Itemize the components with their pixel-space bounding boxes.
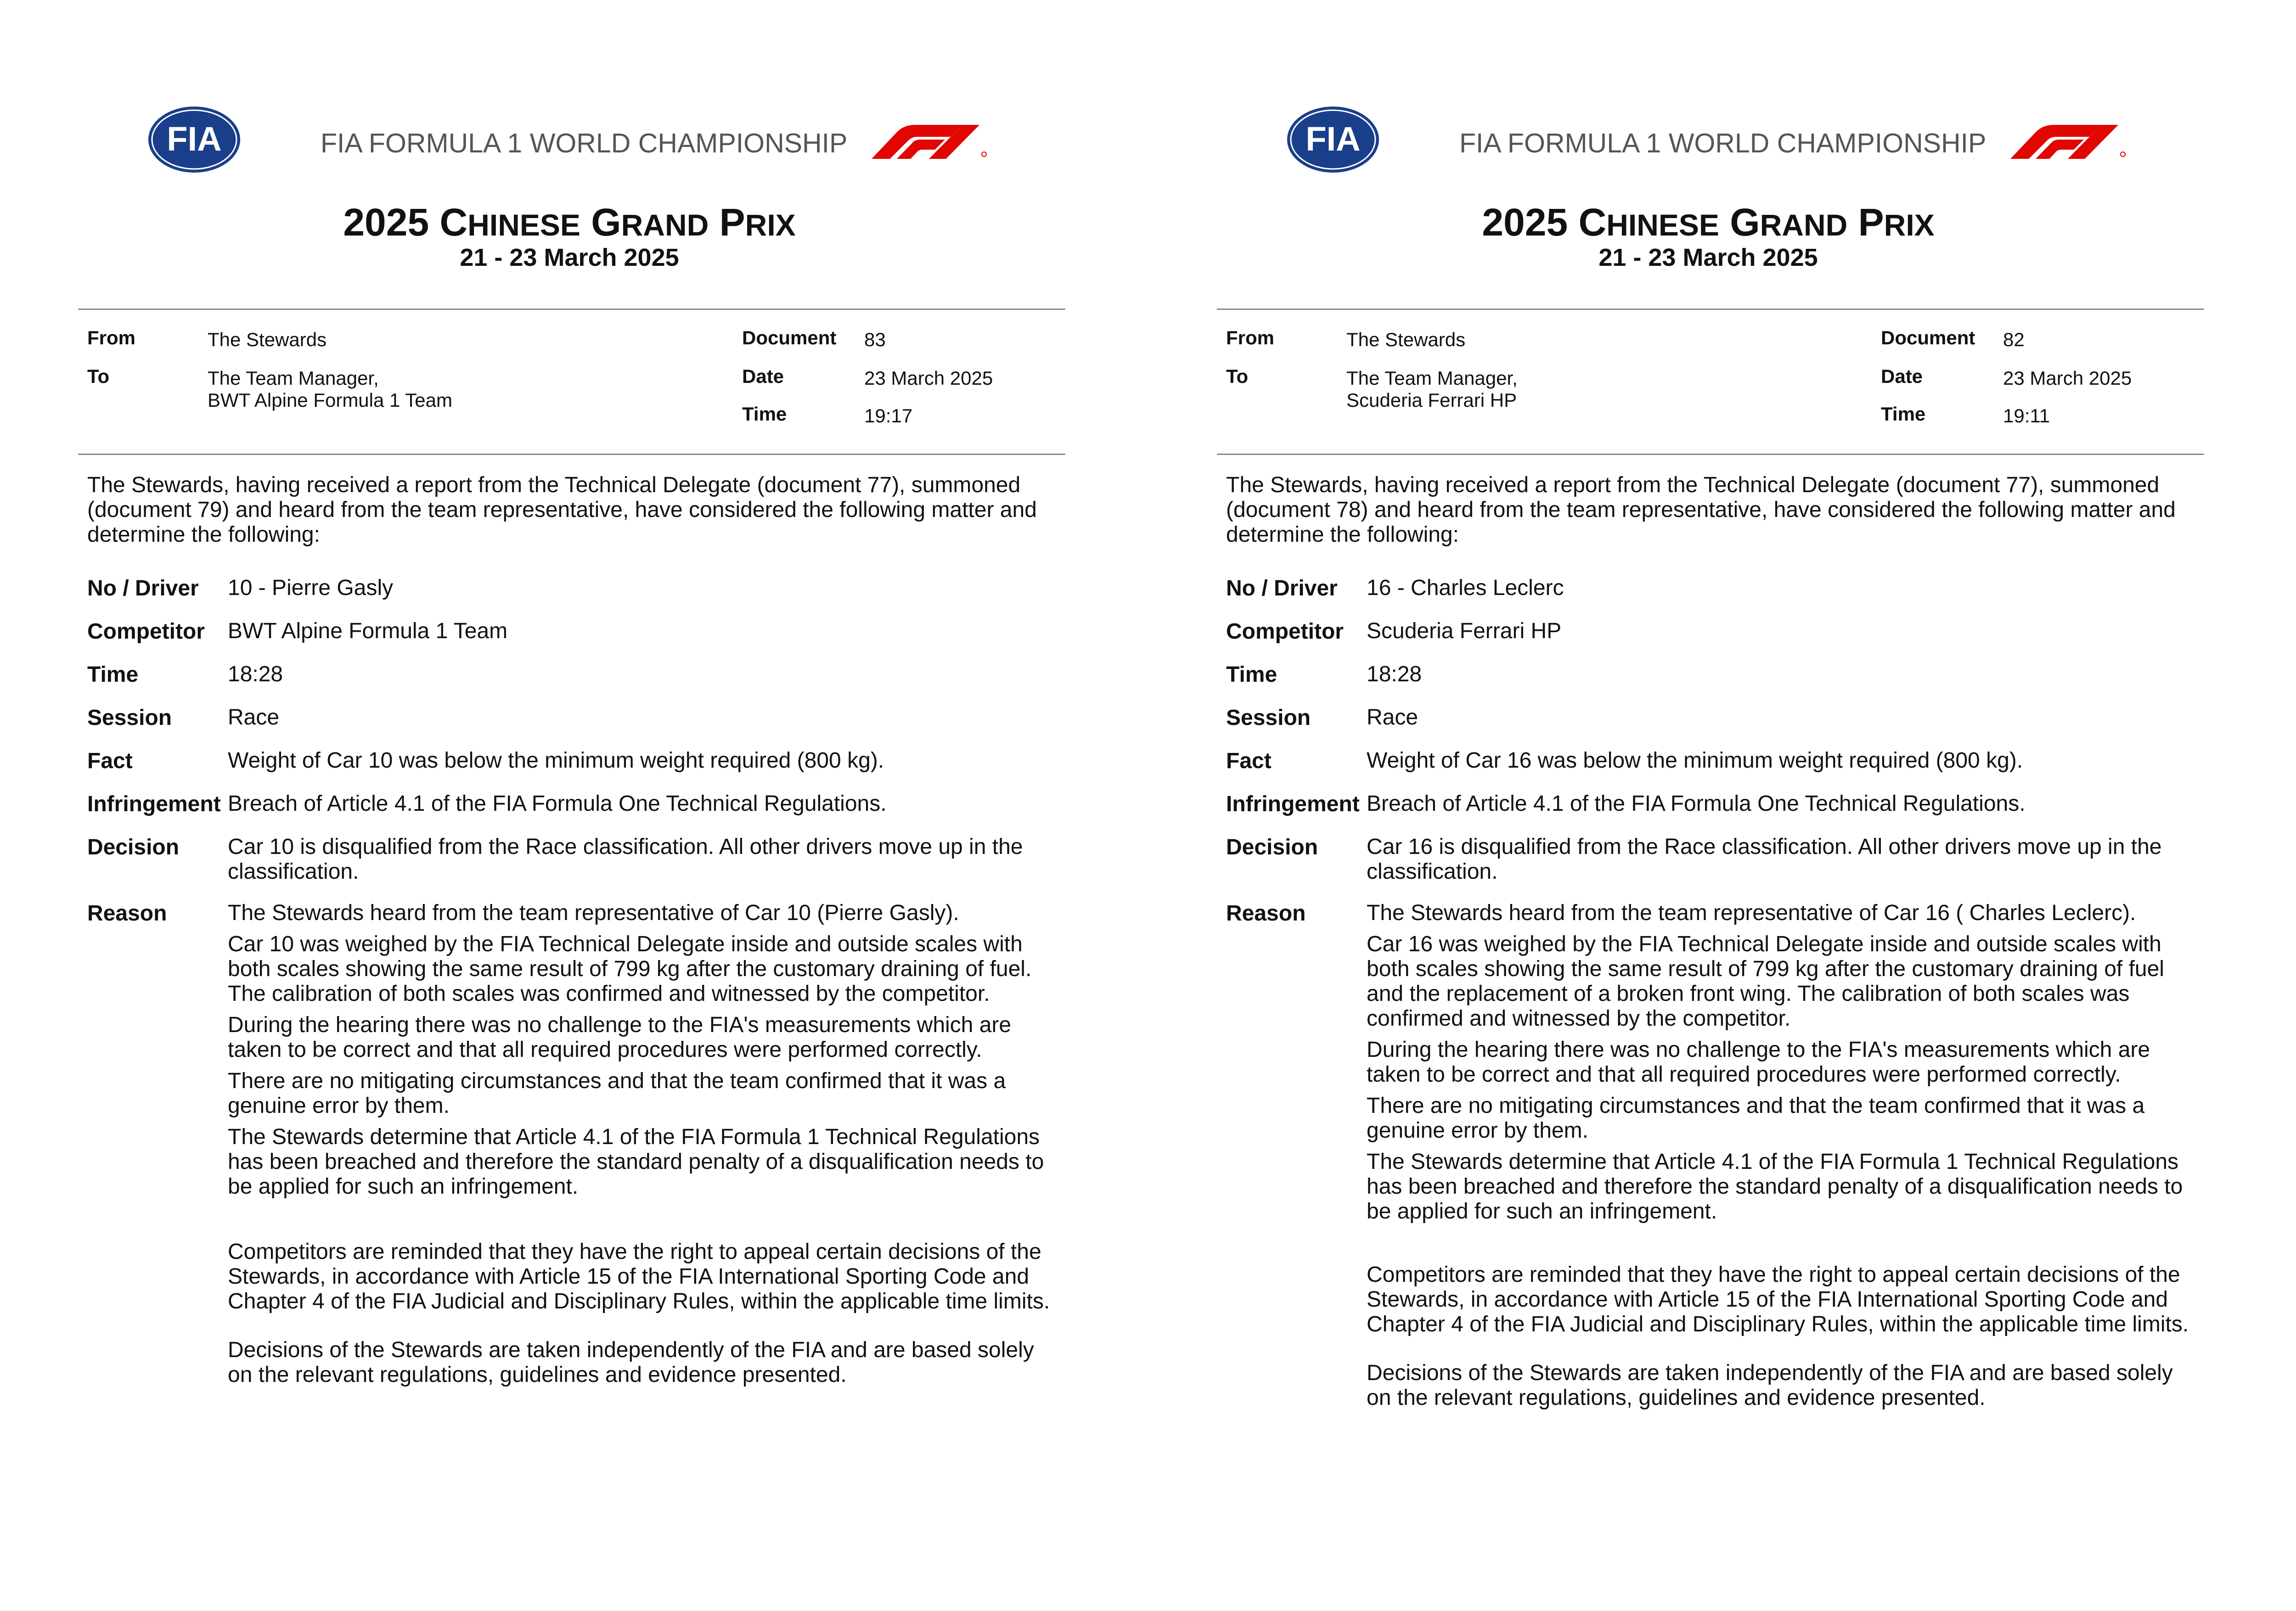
date-label: Date xyxy=(742,365,784,387)
time-field-label: Time xyxy=(87,662,139,687)
document-number: 83 xyxy=(864,329,886,350)
date-label: Date xyxy=(1881,365,1923,387)
reason-label: Reason xyxy=(1226,901,1306,926)
session-value: Race xyxy=(1367,705,1418,730)
time-field-value: 18:28 xyxy=(228,662,283,686)
to-value: The Team Manager, Scuderia Ferrari HP xyxy=(1346,367,1518,411)
independence-notice: Decisions of the Stewards are taken independently of the FIA and are based solely on the relevant regulations, guidelines and evidence presented. xyxy=(1367,1361,2173,1410)
event-title: 2025 CHINESE GRAND PRIX xyxy=(1482,201,1935,244)
time-value: 19:17 xyxy=(864,405,913,427)
event-dates xyxy=(2278,243,2296,272)
divider xyxy=(78,454,1065,455)
time-field-value: 18:28 xyxy=(1367,662,1422,686)
championship-title: FIA FORMULA 1 WORLD CHAMPIONSHIP xyxy=(1459,128,1986,158)
competitor-label: Competitor xyxy=(87,619,205,644)
reason-paragraph: During the hearing there was no challenge to the FIA's measurements which are taken to be correct and that all required procedures were performed correctly. xyxy=(1367,1038,2150,1087)
time-label: Time xyxy=(742,403,787,425)
session-value: Race xyxy=(228,705,280,730)
fia-logo-icon xyxy=(1285,105,1381,174)
date-value: 23 March 2025 xyxy=(864,367,993,389)
fact-value: Weight of Car 10 was below the minimum weight required (800 kg). xyxy=(228,748,884,773)
no-driver-value: 16 - Charles Leclerc xyxy=(1367,576,1564,600)
independence-notice: Decisions of the Stewards are taken independently of the FIA and are based solely on the relevant regulations, guidelines and evidence presented. xyxy=(228,1338,1034,1387)
competitor-label: Competitor xyxy=(1226,619,1344,644)
session-label: Session xyxy=(1226,706,1311,730)
event-dates: 21 - 23 March 2025 xyxy=(460,244,679,271)
divider xyxy=(1217,309,2204,310)
from-value: The Stewards xyxy=(208,329,327,350)
session-label: Session xyxy=(87,706,172,730)
competitor-value: Scuderia Ferrari HP xyxy=(1367,619,1562,643)
no-driver-label: No / Driver xyxy=(1226,576,1338,601)
document-header xyxy=(146,105,1000,178)
reason-paragraph: The Stewards determine that Article 4.1 of the FIA Formula 1 Technical Regulations has been breached and therefore the standard penalty of a disqualification needs to be applied for such an infringement. xyxy=(228,1125,1044,1199)
reason-paragraph: There are no mitigating circumstances and that the team confirmed that it was a genuine error by them. xyxy=(228,1069,1006,1118)
infringement-label: Infringement xyxy=(1226,792,1360,816)
fact-label: Fact xyxy=(87,749,133,773)
reason-paragraph: The Stewards heard from the team representative of Car 16 ( Charles Leclerc). xyxy=(1367,901,2136,925)
document-label: Document xyxy=(1881,327,1975,348)
divider xyxy=(78,309,1065,310)
reason-label: Reason xyxy=(87,901,167,926)
time-value: 19:11 xyxy=(2003,405,2050,427)
f1-logo-icon xyxy=(1992,123,2130,160)
footer-notes xyxy=(1367,1263,2198,1434)
f1-logo-icon xyxy=(853,123,991,160)
document-header xyxy=(1285,105,2139,178)
infringement-label: Infringement xyxy=(87,792,221,816)
decision-label: Decision xyxy=(1226,835,1318,859)
time-field-label: Time xyxy=(1226,662,1277,687)
intro-paragraph: The Stewards, having received a report from the Technical Delegate (document 77), summoned (document 79) and heard from the team representative, have considered the following matter and determine the following: xyxy=(87,473,1037,547)
appeal-notice: Competitors are reminded that they have the right to appeal certain decisions of the Stewards, in accordance with Article 15 of the FIA International Sporting Code and Chapter 4 of the FIA Judicial and Disciplinary Rules, within the applicable time limits. xyxy=(1367,1263,2189,1336)
reason-paragraph: Car 16 was weighed by the FIA Technical Delegate inside and outside scales with both scales showing the same result of 799 kg after the customary draining of fuel and the replacement of a broken front wing. The calibration of both scales was confirmed and witnessed by the competitor. xyxy=(1367,932,2164,1031)
event-title xyxy=(2278,200,2296,245)
reason-paragraph: Car 10 was weighed by the FIA Technical Delegate inside and outside scales with both scales showing the same result of 799 kg after the customary draining of fuel. The calibration of both scales was confirmed and witnessed by the competitor. xyxy=(228,932,1032,1006)
fia-logo-icon xyxy=(146,105,242,174)
to-label: To xyxy=(1226,365,1249,387)
event-title: 2025 CHINESE GRAND PRIX xyxy=(343,201,796,244)
fact-label: Fact xyxy=(1226,749,1272,773)
steward-decision-document-84 xyxy=(2278,0,2296,1611)
fia-logo-text: FIA xyxy=(167,120,222,158)
competitor-value: BWT Alpine Formula 1 Team xyxy=(228,619,508,643)
reason-paragraph: There are no mitigating circumstances and that the team confirmed that it was a genuine error by them. xyxy=(1367,1094,2145,1143)
reason-block xyxy=(1367,901,2198,1230)
decision-value: Car 10 is disqualified from the Race classification. All other drivers move up in the classification. xyxy=(228,835,1023,884)
infringement-value: Breach of Article 4.1 of the FIA Formula One Technical Regulations. xyxy=(1367,791,2026,816)
time-label: Time xyxy=(1881,403,1926,425)
steward-decision-document-83 xyxy=(0,0,1139,1611)
infringement-value: Breach of Article 4.1 of the FIA Formula One Technical Regulations. xyxy=(228,791,887,816)
decision-value: Car 16 is disqualified from the Race classification. All other drivers move up in the classification. xyxy=(1367,835,2162,884)
decision-label: Decision xyxy=(87,835,180,859)
fact-value: Weight of Car 16 was below the minimum weight required (800 kg). xyxy=(1367,748,2023,773)
event-dates: 21 - 23 March 2025 xyxy=(1598,244,1818,271)
document-label: Document xyxy=(742,327,837,348)
fia-logo-text: FIA xyxy=(1306,120,1361,158)
appeal-notice: Competitors are reminded that they have the right to appeal certain decisions of the Stewards, in accordance with Article 15 of the FIA International Sporting Code and Chapter 4 of the FIA Judicial and Disciplinary Rules, within the applicable time limits. xyxy=(228,1240,1050,1313)
from-label: From xyxy=(87,327,135,348)
footer-notes xyxy=(228,1240,1059,1411)
divider xyxy=(1217,454,2204,455)
intro-paragraph: The Stewards, having received a report from the Technical Delegate (document 77), summoned (document 78) and heard from the team representative, have considered the following matter and determine the following: xyxy=(1226,473,2176,547)
from-label: From xyxy=(1226,327,1274,348)
date-value: 23 March 2025 xyxy=(2003,367,2132,389)
reason-paragraph: The Stewards heard from the team representative of Car 10 (Pierre Gasly). xyxy=(228,901,959,925)
no-driver-label: No / Driver xyxy=(87,576,199,601)
to-value: The Team Manager, BWT Alpine Formula 1 Team xyxy=(208,367,452,411)
reason-paragraph: The Stewards determine that Article 4.1 of the FIA Formula 1 Technical Regulations has been breached and therefore the standard penalty of a disqualification needs to be applied for such an infringement. xyxy=(1367,1150,2183,1224)
to-label: To xyxy=(87,365,110,387)
from-value: The Stewards xyxy=(1346,329,1466,350)
document-number: 82 xyxy=(2003,329,2025,350)
championship-title: FIA FORMULA 1 WORLD CHAMPIONSHIP xyxy=(321,128,848,158)
reason-block xyxy=(228,901,1059,1206)
steward-decision-document-82 xyxy=(1139,0,2278,1611)
no-driver-value: 10 - Pierre Gasly xyxy=(228,576,394,600)
reason-paragraph: During the hearing there was no challenge to the FIA's measurements which are taken to be correct and that all required procedures were performed correctly. xyxy=(228,1013,1012,1062)
